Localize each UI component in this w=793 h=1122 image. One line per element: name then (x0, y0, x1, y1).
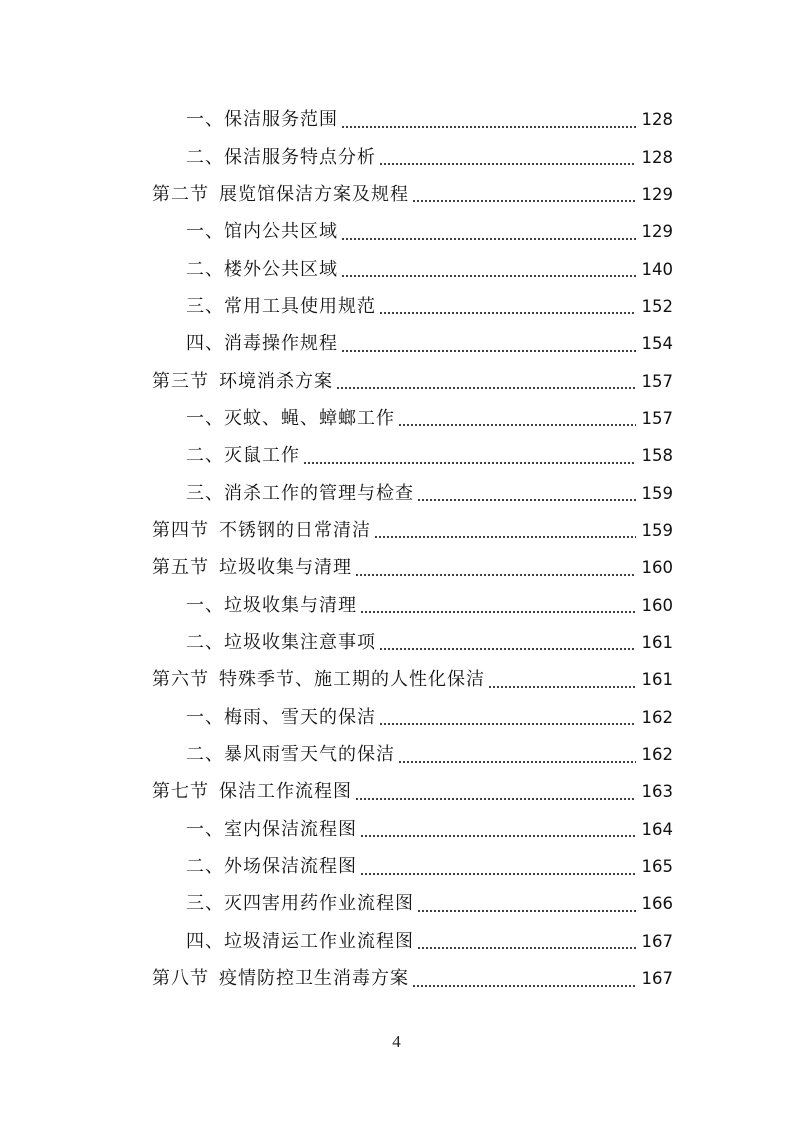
toc-entry[interactable] (0, 101, 673, 138)
dot-leader (379, 163, 636, 165)
toc-entry-number: 三、 (186, 482, 224, 504)
toc-entry-number: 第二节 (152, 183, 209, 205)
toc-entry-title: 消毒操作规程 (224, 333, 338, 355)
table-of-contents (0, 101, 793, 997)
toc-entry-page: 157 (641, 371, 673, 391)
toc-entry-title: 垃圾清运工作业流程图 (224, 930, 414, 952)
toc-entry-title: 暴风雨雪天气的保洁 (224, 744, 395, 766)
toc-entry[interactable] (0, 437, 673, 474)
toc-entry[interactable] (0, 400, 673, 437)
toc-entry-title: 不锈钢的日常清洁 (219, 519, 371, 541)
dot-leader (412, 200, 636, 202)
toc-entry-page: 140 (641, 259, 673, 279)
toc-entry-title: 保洁服务特点分析 (224, 146, 376, 168)
dot-leader (374, 536, 636, 538)
dot-leader (341, 350, 636, 352)
toc-entry-page: 167 (641, 969, 673, 989)
toc-entry-title: 灭蚊、蝇、蟑螂工作 (224, 407, 395, 429)
toc-entry[interactable] (0, 624, 673, 661)
dot-leader (379, 648, 636, 650)
toc-entry-number: 二、 (186, 856, 224, 878)
toc-entry-number: 第七节 (152, 781, 209, 803)
dot-leader (417, 910, 636, 912)
toc-entry-title: 消杀工作的管理与检查 (224, 482, 414, 504)
dot-leader (412, 985, 636, 987)
toc-entry-number: 二、 (186, 445, 224, 467)
toc-entry-number: 一、 (186, 407, 224, 429)
toc-entry-page: 160 (641, 558, 673, 578)
toc-entry-number: 一、 (186, 706, 224, 728)
toc-entry[interactable] (0, 661, 673, 698)
dot-leader (360, 611, 636, 613)
dot-leader (341, 126, 636, 128)
dot-leader (355, 574, 636, 576)
dot-leader (379, 723, 636, 725)
toc-entry-title: 疫情防控卫生消毒方案 (219, 968, 409, 990)
toc-entry-title: 楼外公共区域 (224, 258, 338, 280)
toc-entry-page: 159 (641, 520, 673, 540)
toc-entry[interactable] (0, 699, 673, 736)
toc-entry[interactable] (0, 250, 673, 287)
toc-entry-title: 垃圾收集与清理 (219, 557, 352, 579)
toc-entry-title: 馆内公共区域 (224, 221, 338, 243)
dot-leader (398, 424, 636, 426)
toc-entry-number: 一、 (186, 594, 224, 616)
toc-entry-page: 164 (641, 819, 673, 839)
toc-entry-page: 162 (641, 745, 673, 765)
toc-entry-number: 第四节 (152, 519, 209, 541)
toc-entry-number: 一、 (186, 818, 224, 840)
toc-entry[interactable] (0, 474, 673, 511)
toc-entry-title: 保洁服务范围 (224, 109, 338, 131)
toc-entry[interactable] (0, 325, 673, 362)
toc-entry[interactable] (0, 885, 673, 922)
toc-entry-number: 第六节 (152, 669, 209, 691)
dot-leader (417, 499, 636, 501)
toc-entry-page: 157 (641, 408, 673, 428)
toc-entry-page: 128 (641, 147, 673, 167)
toc-entry-number: 二、 (186, 146, 224, 168)
toc-entry-number: 一、 (186, 221, 224, 243)
toc-entry[interactable] (0, 811, 673, 848)
toc-entry-number: 第三节 (152, 370, 209, 392)
toc-entry-page: 163 (641, 782, 673, 802)
toc-entry[interactable] (0, 773, 673, 810)
toc-entry-number: 四、 (186, 333, 224, 355)
toc-entry-title: 环境消杀方案 (219, 370, 333, 392)
toc-entry-page: 162 (641, 707, 673, 727)
toc-entry-page: 154 (641, 334, 673, 354)
toc-entry-number: 二、 (186, 744, 224, 766)
dot-leader (336, 387, 636, 389)
toc-entry[interactable] (0, 362, 673, 399)
toc-entry-title: 灭四害用药作业流程图 (224, 893, 414, 915)
toc-entry-title: 梅雨、雪天的保洁 (224, 706, 376, 728)
toc-entry-title: 外场保洁流程图 (224, 856, 357, 878)
dot-leader (341, 275, 636, 277)
toc-entry[interactable] (0, 736, 673, 773)
dot-leader (341, 238, 636, 240)
toc-entry[interactable] (0, 213, 673, 250)
toc-entry-page: 161 (641, 632, 673, 652)
dot-leader (379, 312, 636, 314)
toc-entry-page: 159 (641, 483, 673, 503)
dot-leader (360, 835, 636, 837)
toc-entry-page: 165 (641, 857, 673, 877)
toc-entry-number: 三、 (186, 295, 224, 317)
dot-leader (355, 798, 636, 800)
dot-leader (303, 462, 636, 464)
dot-leader (488, 686, 636, 688)
toc-entry[interactable] (0, 960, 673, 997)
dot-leader (360, 873, 636, 875)
toc-entry[interactable] (0, 549, 673, 586)
toc-entry-page: 167 (641, 931, 673, 951)
toc-entry-page: 129 (641, 222, 673, 242)
toc-entry[interactable] (0, 288, 673, 325)
toc-entry-page: 152 (641, 296, 673, 316)
toc-entry-title: 灭鼠工作 (224, 445, 300, 467)
toc-entry-number: 一、 (186, 109, 224, 131)
toc-entry-number: 二、 (186, 631, 224, 653)
dot-leader (398, 761, 636, 763)
toc-entry-number: 二、 (186, 258, 224, 280)
toc-entry-number: 三、 (186, 893, 224, 915)
toc-entry-title: 展览馆保洁方案及规程 (219, 183, 409, 205)
toc-entry-page: 158 (641, 446, 673, 466)
toc-entry[interactable] (0, 512, 673, 549)
toc-entry[interactable] (0, 138, 673, 175)
toc-entry-title: 常用工具使用规范 (224, 295, 376, 317)
toc-entry[interactable] (0, 848, 673, 885)
page-number: 4 (392, 1032, 401, 1051)
toc-entry[interactable] (0, 176, 673, 213)
toc-entry-page: 129 (641, 184, 673, 204)
toc-entry-page: 166 (641, 894, 673, 914)
toc-entry-number: 四、 (186, 930, 224, 952)
toc-entry-title: 保洁工作流程图 (219, 781, 352, 803)
toc-entry-page: 161 (641, 670, 673, 690)
dot-leader (417, 947, 636, 949)
toc-entry-title: 室内保洁流程图 (224, 818, 357, 840)
toc-entry-number: 第五节 (152, 557, 209, 579)
toc-entry-title: 垃圾收集与清理 (224, 594, 357, 616)
toc-entry[interactable] (0, 923, 673, 960)
toc-entry[interactable] (0, 586, 673, 623)
toc-entry-title: 垃圾收集注意事项 (224, 631, 376, 653)
toc-entry-page: 128 (641, 110, 673, 130)
toc-entry-page: 160 (641, 595, 673, 615)
toc-entry-title: 特殊季节、施工期的人性化保洁 (219, 669, 485, 691)
toc-entry-number: 第八节 (152, 968, 209, 990)
